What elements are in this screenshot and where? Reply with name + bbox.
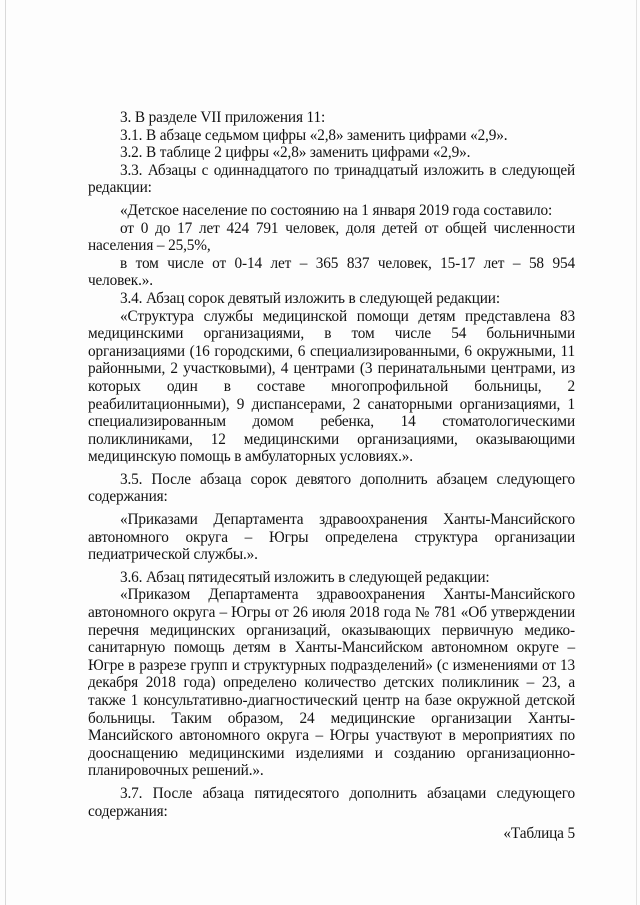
- paragraph-3-5: 3.5. После абзаца сорок девятого дополнить абзацем следующего содержания:: [88, 470, 575, 506]
- paragraph-3-3: 3.3. Абзацы с одиннадцатого по тринадцатый изложить в следующей редакции:: [88, 161, 575, 197]
- quote-population-breakdown: в том числе от 0-14 лет – 365 837 человек, 15-17 лет – 58 954 человек.».: [88, 254, 575, 290]
- section-heading-paragraph: 3. В разделе VII приложения 11:: [120, 109, 326, 126]
- paragraph-3-6: 3.6. Абзац пятидесятый изложить в следующей редакции:: [120, 568, 490, 586]
- table-5-caption: «Таблица 5: [503, 825, 575, 843]
- quote-population-intro: «Детское население по состоянию на 1 января 2019 года составило:: [120, 201, 553, 219]
- quote-orders: «Приказами Департамента здравоохранения Ханты-Мансийского автономного округа – Югры определена структура организации педиатрической службы.».: [88, 511, 575, 564]
- paragraph-3-4: 3.4. Абзац сорок девятый изложить в следующей редакции:: [120, 289, 500, 307]
- quote-structure: «Структура службы медицинской помощи детям представлена 83 медицинскими организациями, в том числе 54 больничными организациями (16 городскими, 6 специализированными, 6 окружными, 11 районными, 2 участковыми), 4 центрами (3 перинатальными центрами, из которых один в составе многопрофильной больницы, 2 реабилитационными), 9 диспансерами, 2 санаторными организациями, 1 специализированным домом ребенка, 14 стоматологическими поликлиниками, 12 медицинскими организациями, оказывающими медицинскую помощь в амбулаторных условиях.».: [88, 307, 575, 466]
- quote-population-total: от 0 до 17 лет 424 791 человек, доля детей от общей численности населения – 25,5%,: [88, 219, 575, 255]
- quote-order-781: «Приказом Департамента здравоохранения Ханты-Мансийского автономного округа – Югры от 26 июля 2018 года № 781 «Об утверждении перечня медицинских организаций, оказывающих первичную медико-санитарную помощь детям в Ханты-Мансийском автономном округе – Югре в разрезе групп и структурных подразделений» (с изменениями от 13 декабря 2018 года) определено количество детских поликлиник – 23, а также 1 консультативно-диагностический центр на базе окружной детской больницы. Таким образом, 24 медицинские организации Ханты-Мансийского автономного округа – Югры участвуют в мероприятиях по дооснащению медицинскими изделиями и созданию организационно-планировочных решений.».: [88, 586, 575, 780]
- document-body: [88, 109, 575, 843]
- paragraph-3-7: 3.7. После абзаца пятидесятого дополнить абзацами следующего содержания:: [88, 784, 575, 820]
- scan-edge-right: [636, 0, 637, 905]
- scan-edge-left: [5, 0, 6, 905]
- paragraph-3-2: 3.2. В таблице 2 цифры «2,8» заменить цифрами «2,9».: [120, 144, 471, 162]
- paragraph-3-1: 3.1. В абзаце седьмом цифры «2,8» заменить цифрами «2,9».: [120, 126, 508, 144]
